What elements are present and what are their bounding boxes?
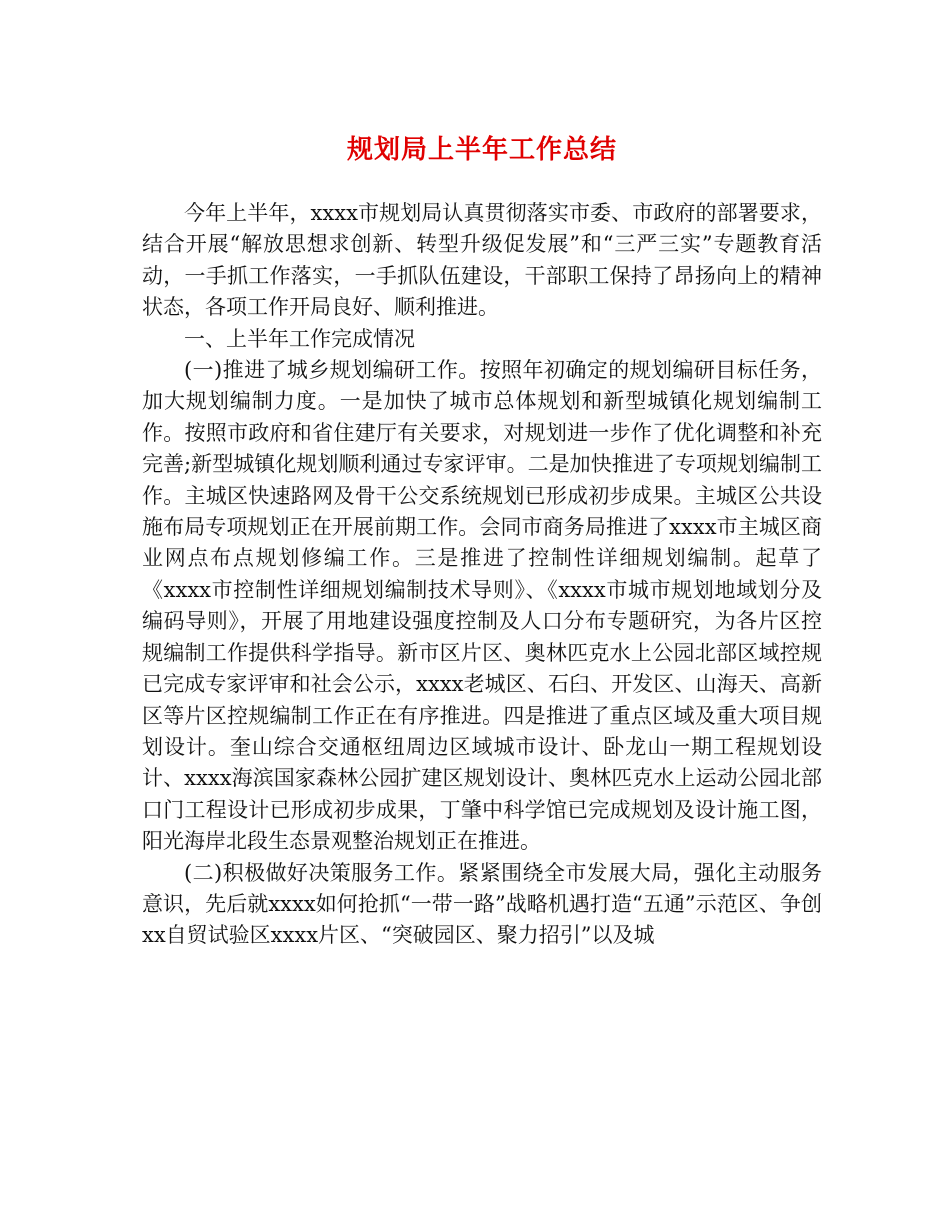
document-page: [142, 0, 822, 1230]
paragraph-item-2: (二)积极做好决策服务工作。紧紧围绕全市发展大局，强化主动服务意识，先后就xxxx如何抢抓“一带一路”战略机遇打造“五通”示范区、争创xx自贸试验区xxxx片区、“突破园区、聚力招引”以及城: [142, 860, 822, 948]
section-heading: 一、上半年工作完成情况: [184, 326, 415, 351]
paragraph-item-1: (一)推进了城乡规划编研工作。按照年初确定的规划编研目标任务，加大规划编制力度。一是加快了城市总体规划和新型城镇化规划编制工作。按照市政府和省住建厅有关要求，对规划进一步作了优化调整和补充完善;新型城镇化规划顺利通过专家评审。二是加快推进了专项规划编制工作。主城区快速路网及骨干公交系统规划已形成初步成果。主城区公共设施布局专项规划正在开展前期工作。会同市商务局推进了xxxx市主城区商业网点布点规划修编工作。三是推进了控制性详细规划编制。起草了《xxxx市控制性详细规划编制技术导则》、《xxxx市城市规划地域划分及编码导则》，开展了用地建设强度控制及人口分布专题研究，为各片区控规编制工作提供科学指导。新市区片区、奥林匹克水上公园北部区域控规已完成专家评审和社会公示，xxxx老城区、石臼、开发区、山海天、高新区等片区控规编制工作正在有序推进。四是推进了重点区域及重大项目规划设计。奎山综合交通枢纽周边区域城市设计、卧龙山一期工程规划设计、xxxx海滨国家森林公园扩建区规划设计、奥林匹克水上运动公园北部口门工程设计已形成初步成果，丁肇中科学馆已完成规划及设计施工图，阳光海岸北段生态景观整治规划正在推进。: [142, 358, 822, 854]
document-body: [142, 198, 822, 952]
document-title: 规划局上半年工作总结: [346, 135, 617, 165]
paragraph-intro: 今年上半年，xxxx市规划局认真贯彻落实市委、市政府的部署要求，结合开展“解放思想求创新、转型升级促发展”和“三严三实”专题教育活动，一手抓工作落实，一手抓队伍建设，干部职工保持了昂扬向上的精神状态，各项工作开局良好、顺利推进。: [142, 201, 822, 320]
